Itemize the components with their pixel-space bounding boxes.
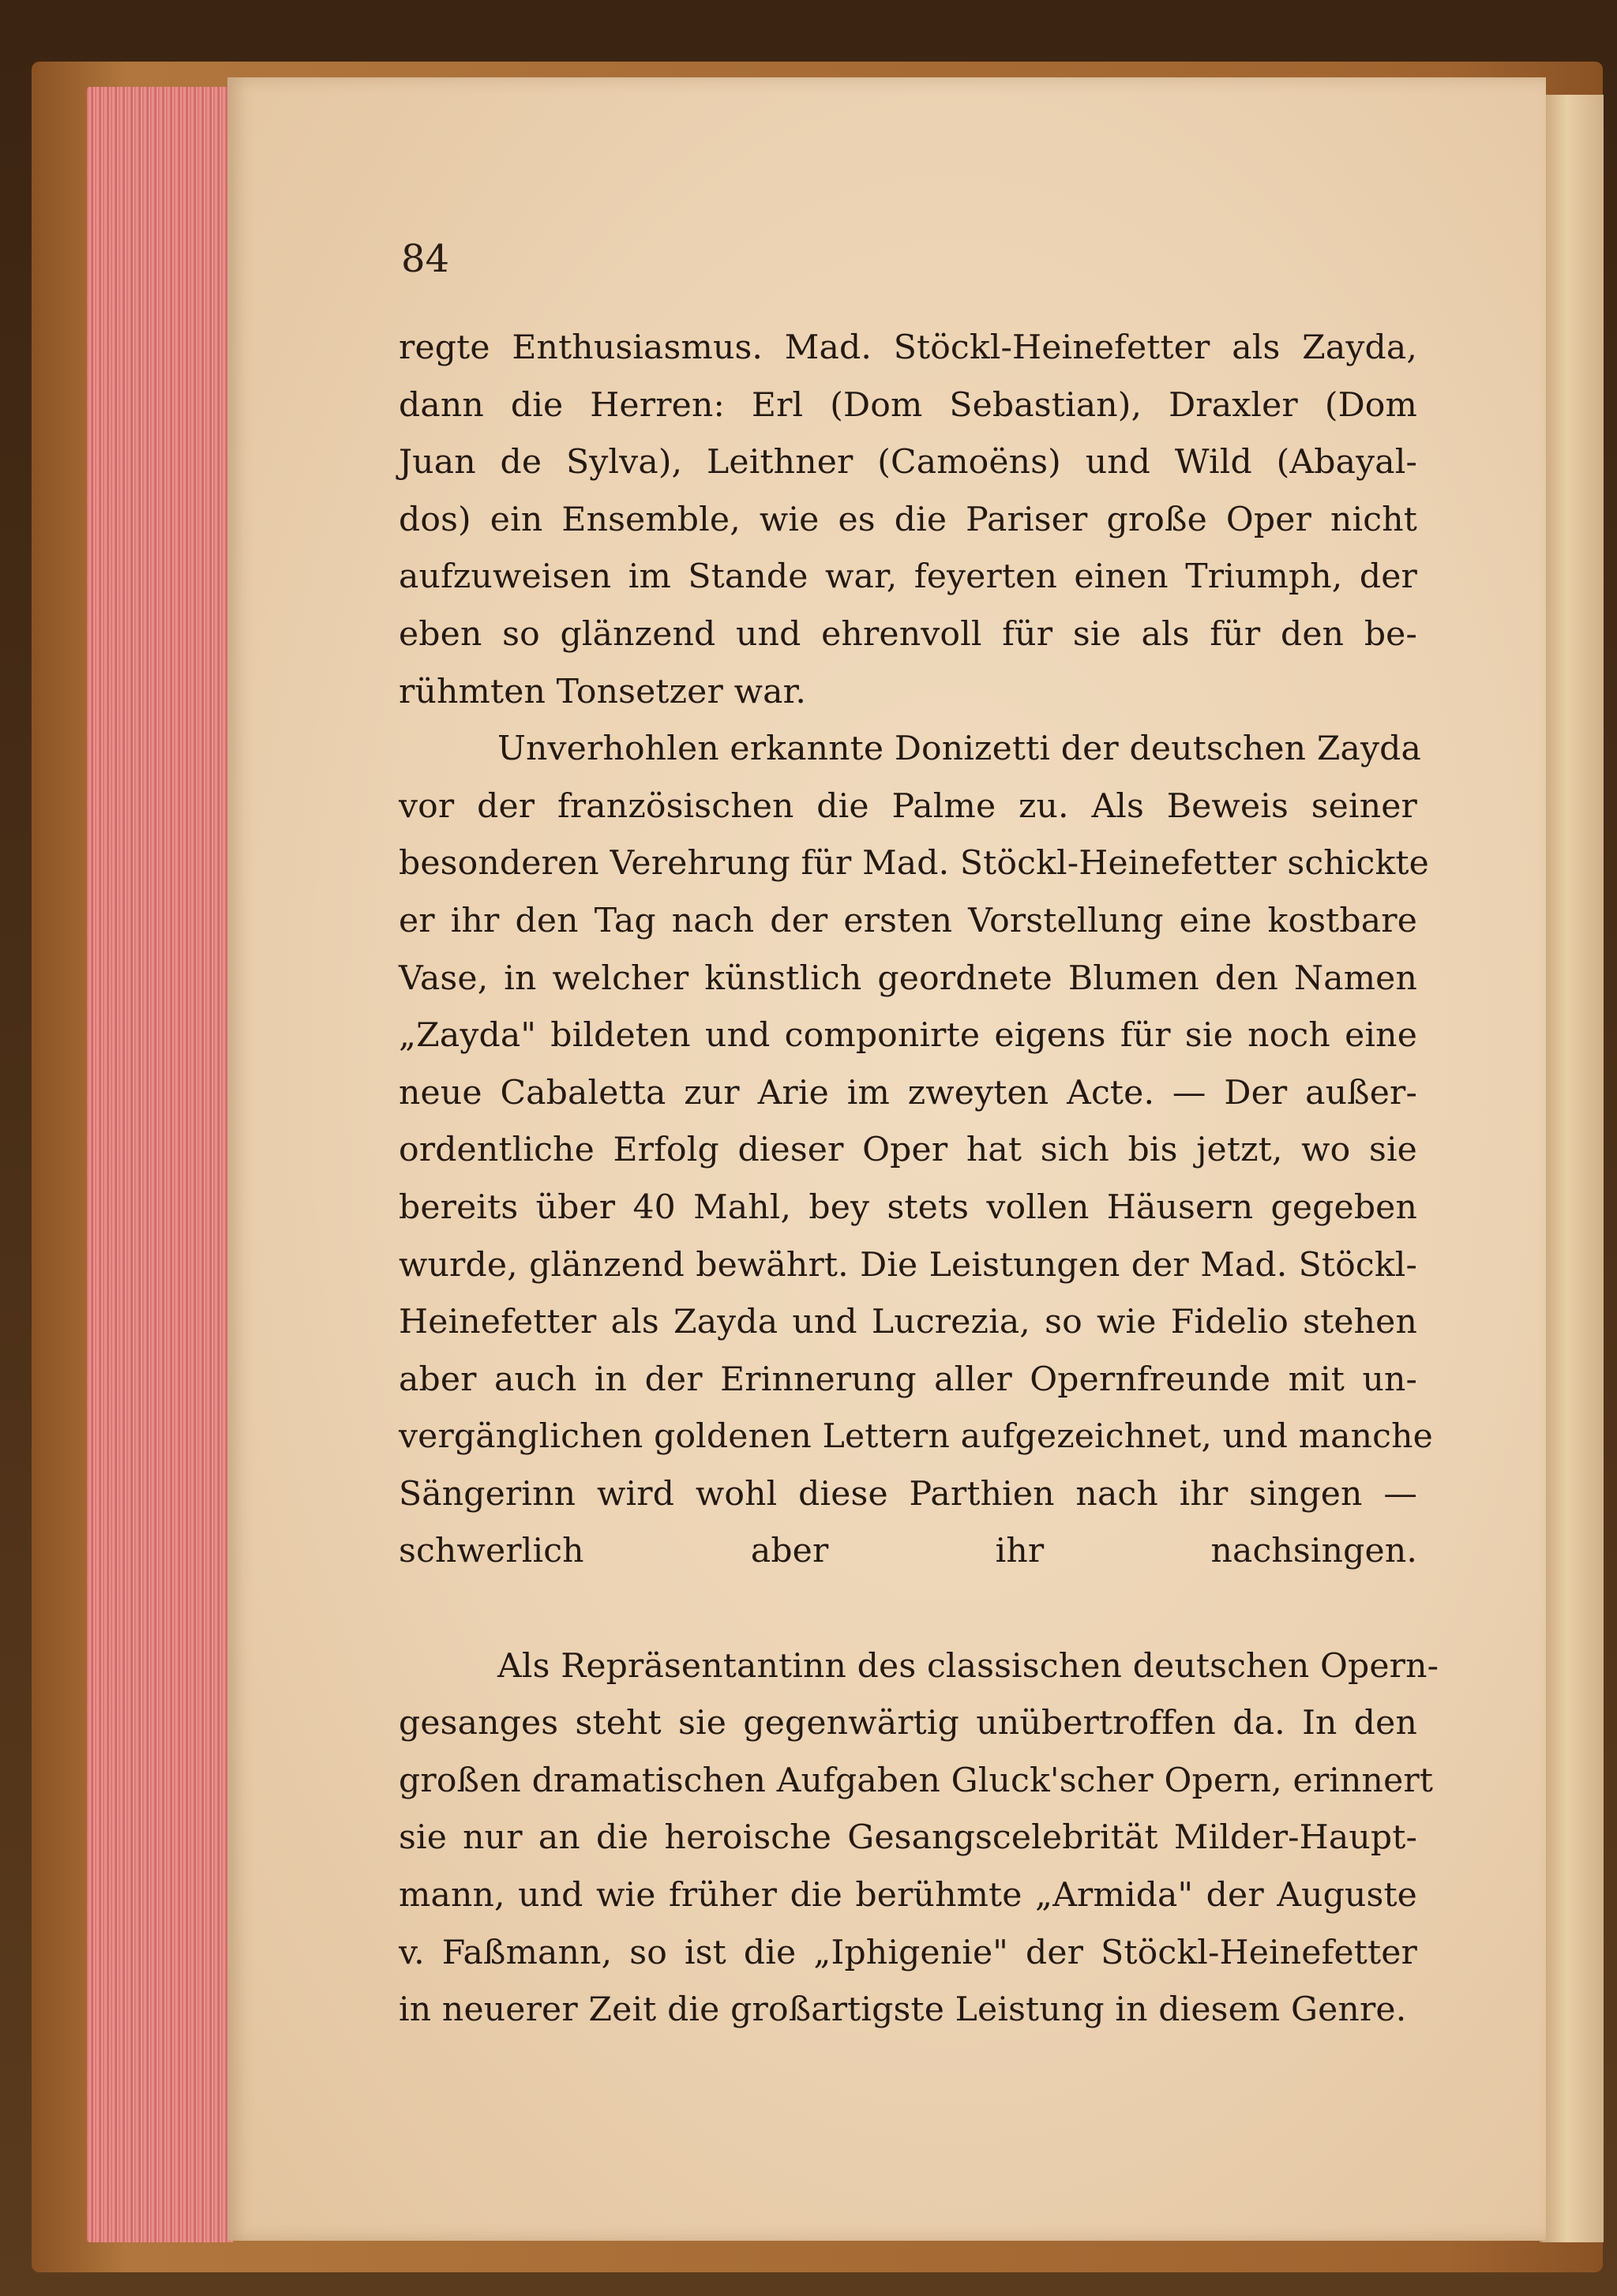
text-line: dos) ein Ensemble, wie es die Pariser große Oper nicht — [399, 500, 1417, 539]
text-line: Vase, in welcher künstlich geordnete Blumen den Namen — [399, 959, 1417, 998]
text-line: aber auch in der Erinnerung aller Opernfreunde mit un- — [399, 1360, 1417, 1399]
text-line: gesanges steht sie gegenwärtig unübertroffen da. In den — [399, 1704, 1417, 1743]
text-line: mann, und wie früher die berühmte „Armida" der Auguste — [399, 1876, 1417, 1915]
text-line: rühmten Tonsetzer war. — [399, 672, 807, 711]
text-line: „Zayda" bildeten und componirte eigens für sie noch eine — [399, 1016, 1417, 1056]
text-line: dann die Herren: Erl (Dom Sebastian), Draxler (Dom — [399, 385, 1417, 425]
text-line: in neuerer Zeit die großartigste Leistung in diesem Genre. — [399, 1990, 1407, 2030]
text-line: sie nur an die heroische Gesangscelebrität Milder-Haupt- — [399, 1818, 1417, 1858]
text-line: Unverhohlen erkannte Donizetti der deutschen Zayda — [497, 730, 1422, 769]
page-edges — [87, 87, 233, 2242]
text-line: regte Enthusiasmus. Mad. Stöckl-Heinefetter als Zayda, — [399, 328, 1417, 367]
text-line: v. Faßmann, so ist die „Iphigenie" der Stöckl-Heinefetter — [399, 1933, 1417, 1972]
text-line: Juan de Sylva), Leithner (Camoëns) und Wild (Abayal- — [399, 443, 1417, 482]
body-text — [399, 320, 1439, 2039]
text-line: großen dramatischen Aufgaben Gluck'scher Opern, erinnert — [399, 1761, 1434, 1800]
text-line: aufzuweisen im Stande war, feyerten einen Triumph, der — [399, 557, 1417, 597]
text-line: vor der französischen die Palme zu. Als Beweis seiner — [399, 786, 1417, 826]
text-line: er ihr den Tag nach der ersten Vorstellung eine kostbare — [399, 901, 1417, 940]
text-line: eben so glänzend und ehrenvoll für sie als für den be- — [399, 614, 1417, 654]
text-line: Sängerinn wird wohl diese Parthien nach ihr singen — — [399, 1474, 1417, 1514]
text-line: vergänglichen goldenen Lettern aufgezeichnet, und manche — [399, 1417, 1433, 1457]
text-line: Heinefetter als Zayda und Lucrezia, so wie Fidelio stehen — [399, 1303, 1417, 1342]
facing-page-edge — [1540, 95, 1604, 2242]
text-line: neue Cabaletta zur Arie im zweyten Acte. — Der außer- — [399, 1073, 1417, 1112]
text-line: bereits über 40 Mahl, bey stets vollen Häusern gegeben — [399, 1187, 1417, 1227]
text-line: ordentliche Erfolg dieser Oper hat sich bis jetzt, wo sie — [399, 1131, 1417, 1170]
text-line: schwerlich aber ihr nachsingen. — [399, 1532, 1417, 1571]
text-line: Als Repräsentantinn des classischen deutschen Opern- — [497, 1646, 1439, 1686]
text-line: besonderen Verehrung für Mad. Stöckl-Heinefetter schickte — [399, 844, 1429, 884]
text-line: wurde, glänzend bewährt. Die Leistungen der Mad. Stöckl- — [399, 1245, 1417, 1285]
text-line — [399, 1581, 1417, 1638]
page-number: 84 — [401, 237, 450, 281]
